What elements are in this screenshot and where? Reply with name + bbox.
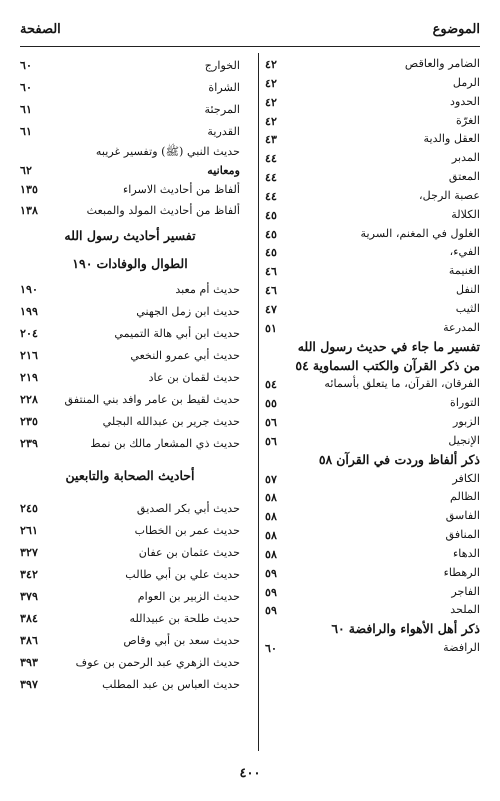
- toc-entry-title: الضامر والعاقص: [404, 57, 480, 70]
- toc-entry-page: ٤٢: [265, 94, 278, 109]
- toc-entry: [20, 367, 240, 389]
- toc-entry: [265, 526, 480, 545]
- toc-entry-page: ١٩٠: [20, 282, 39, 297]
- page-header: [20, 22, 480, 44]
- toc-entry-page: ٢٦١: [20, 523, 39, 538]
- toc-entry-title: المدبر: [451, 151, 480, 165]
- toc-entry-title: الظالم: [450, 490, 480, 504]
- toc-section-heading: [265, 357, 480, 376]
- toc-entry: [265, 187, 480, 206]
- toc-entry: [20, 121, 240, 143]
- toc-entry-title: ذكر أهل الأهواء والرافضة: [348, 621, 480, 637]
- toc-entry-page: ٤٢: [265, 113, 278, 128]
- toc-entry-title: الغنيمة: [448, 264, 480, 278]
- toc-entry-page: ٣٧٩: [20, 589, 39, 604]
- toc-entry-title: الحدود: [450, 94, 480, 108]
- toc-entry-title: حديث أبي بكر الصديق: [136, 502, 240, 516]
- toc-entry-page: ٣٨٦: [20, 632, 39, 647]
- toc-entry-page: ٤٦: [265, 264, 278, 279]
- toc-entry-page: ٤٢: [265, 75, 278, 90]
- toc-entry: [265, 432, 480, 451]
- toc-entry: [265, 225, 480, 244]
- toc-entry-title: حديث لقيط بن عامر وافد بني المنتفق: [64, 392, 240, 406]
- toc-entry-title: حديث العباس بن عبد المطلب: [102, 677, 240, 691]
- toc-entry-page: ٢٣٥: [20, 413, 39, 428]
- toc-entry-title: حديث ابن زمل الجهني: [136, 305, 240, 319]
- toc-entry: [20, 674, 240, 696]
- toc-entry-title: الفاسق: [445, 509, 480, 523]
- toc-entry: [265, 545, 480, 564]
- toc-entry-page: ٣٩٣: [20, 654, 39, 669]
- toc-entry-title: العقل والدية: [423, 132, 480, 146]
- toc-entry: [265, 394, 480, 413]
- toc-entry-page: ٣٩٧: [20, 676, 39, 691]
- toc-entry: [20, 323, 240, 345]
- toc-entry-page: ٤٤: [265, 170, 278, 185]
- toc-entry: [265, 583, 480, 602]
- toc-entry-title: القدرية: [207, 124, 240, 138]
- toc-entry-title: حديث سعد بن أبي وقاص: [123, 633, 240, 647]
- toc-entry-title: ألفاظ من أحاديث المولد والمبعث: [86, 204, 240, 218]
- toc-entry-page: ٥٤: [295, 357, 309, 373]
- toc-entry: [20, 179, 240, 201]
- toc-entry: [265, 93, 480, 112]
- toc-entry: [20, 143, 240, 161]
- toc-section-heading: [20, 222, 240, 249]
- toc-section-heading: [265, 620, 480, 639]
- toc-entry-title: الإنجيل: [448, 433, 480, 447]
- toc-entry: [20, 200, 240, 222]
- toc-entry-title: تفسير أحاديث رسول الله: [64, 228, 196, 244]
- toc-entry-page: ١٩٩: [20, 304, 39, 319]
- toc-entry: [265, 206, 480, 225]
- toc-entry-title: الفيء،: [449, 245, 480, 259]
- toc-entry-page: ٥٩: [265, 565, 278, 580]
- toc-entry-title: الكافر: [452, 471, 480, 485]
- toc-entry-title: ألفاظ من أحاديث الاسراء: [122, 182, 240, 196]
- toc-entry: [265, 112, 480, 131]
- header-rule: [20, 46, 480, 47]
- toc-entry-page: ٣٢٧: [20, 545, 39, 560]
- toc-entry-page: ٤٥: [265, 207, 278, 222]
- toc-section-heading: [20, 454, 240, 498]
- toc-entry: [20, 411, 240, 433]
- toc-entry: [20, 301, 240, 323]
- toc-entry-title: الرافضة: [443, 641, 480, 655]
- toc-entry-page: ٥٨: [318, 451, 333, 467]
- toc-entry-page: ٥٤: [265, 377, 278, 392]
- toc-entry: [265, 470, 480, 489]
- toc-entry-page: ٦٢: [20, 162, 33, 177]
- toc-entry: [265, 149, 480, 168]
- toc-entry-page: ٥٦: [265, 433, 278, 448]
- toc-entry: [20, 652, 240, 674]
- toc-entry: [265, 300, 480, 319]
- toc-entry: [265, 168, 480, 187]
- toc-entry-page: ٢١٦: [20, 348, 39, 363]
- toc-entry: [20, 433, 240, 455]
- toc-entry-title: حديث لقمان بن عاد: [148, 370, 240, 384]
- toc-entry-title: حديث النبي (ﷺ) وتفسير غريبه: [95, 144, 240, 158]
- toc-entry-title: الفاجر: [451, 584, 480, 598]
- toc-entry-page: ٢٢٨: [20, 391, 39, 406]
- toc-entry-page: ٤٢: [265, 57, 278, 71]
- toc-entry: [20, 564, 240, 586]
- toc-entry: [20, 586, 240, 608]
- toc-entry-title: الغرّة: [456, 113, 480, 127]
- toc-entry-page: ٥٨: [265, 546, 278, 561]
- toc-entry-page: ٦٠: [331, 621, 345, 637]
- toc-entry-page: ٣٨٤: [20, 610, 39, 625]
- toc-entry: [265, 601, 480, 620]
- toc-entry-title: ومعانيه: [207, 162, 240, 177]
- toc-entry: [265, 262, 480, 281]
- toc-entry-page: ٢٣٩: [20, 435, 39, 450]
- toc-entry-title: المعتق: [448, 170, 480, 184]
- page-number: ٤٠٠: [239, 766, 261, 781]
- toc-entry-title: من ذكر القرآن والكتب السماوية: [312, 357, 480, 373]
- toc-right-column: [265, 55, 480, 658]
- toc-entry-page: ٢٠٤: [20, 326, 39, 341]
- toc-entry-title: حديث جرير بن عبدالله البجلي: [102, 414, 240, 428]
- toc-entry-title: المدرعة: [443, 320, 480, 334]
- toc-entry-title: الزبور: [453, 415, 480, 429]
- toc-entry-page: ٤٧: [265, 301, 278, 316]
- toc-entry: [265, 564, 480, 583]
- toc-entry: [20, 389, 240, 411]
- toc-entry-page: ٥٧: [265, 471, 278, 486]
- toc-entry-page: ٤٣: [265, 132, 278, 147]
- toc-entry-title: حديث الزبير بن العوام: [137, 590, 240, 604]
- toc-entry-page: ٦٠: [20, 79, 33, 94]
- toc-entry-page: ٣٤٢: [20, 567, 39, 582]
- toc-entry: [20, 161, 240, 179]
- toc-entry: [20, 77, 240, 99]
- toc-entry: [265, 488, 480, 507]
- toc-entry-page: ٢٤٥: [20, 501, 39, 516]
- toc-entry-title: أحاديث الصحابة والتابعين: [65, 468, 195, 484]
- toc-entry-page: ٤٥: [265, 226, 278, 241]
- toc-entry-title: حديث ابن أبي هالة التميمي: [114, 327, 240, 341]
- toc-entry: [265, 639, 480, 658]
- column-divider: [258, 53, 259, 751]
- toc-entry: [265, 413, 480, 432]
- toc-entry-title: حديث عثمان بن عفان: [138, 546, 240, 560]
- toc-entry: [265, 319, 480, 338]
- toc-entry-page: ٦٠: [20, 58, 33, 72]
- toc-entry: [265, 243, 480, 262]
- toc-entry-title: ذكر ألفاظ وردت في القرآن: [336, 451, 480, 467]
- toc-entry-title: تفسير ما جاء في حديث رسول الله: [297, 338, 480, 354]
- toc-entry: [20, 498, 240, 520]
- toc-entry: [20, 520, 240, 542]
- toc-entry-title: الثيب: [455, 301, 480, 315]
- toc-entry-title: الشراة: [208, 80, 240, 94]
- toc-entry-title: الرهطاء: [443, 565, 480, 579]
- toc-entry-title: حديث عمر بن الخطاب: [134, 524, 240, 538]
- toc-entry-title: حديث الزهري عبد الرحمن بن عوف: [75, 655, 240, 669]
- toc-entry: [265, 507, 480, 526]
- toc-entry-page: ٥٨: [265, 509, 278, 524]
- toc-entry: [20, 608, 240, 630]
- toc-entry: [20, 542, 240, 564]
- toc-entry-page: ٥٩: [265, 584, 278, 599]
- toc-entry-page: ١٣٨: [20, 203, 39, 218]
- toc-entry-page: ٤٥: [265, 245, 278, 260]
- toc-entry-page: ١٣٥: [20, 181, 39, 196]
- toc-entry-title: حديث أم معبد: [175, 283, 240, 297]
- toc-entry-page: ٤٤: [265, 188, 278, 203]
- toc-entry-page: ٥٨: [265, 490, 278, 505]
- toc-entry-page: ٦١: [20, 123, 33, 138]
- toc-entry: [20, 630, 240, 652]
- page-column-heading: الصفحة: [20, 22, 61, 37]
- toc-entry-page: ٥٥: [265, 396, 278, 411]
- toc-entry-title: الخوارج: [204, 59, 240, 72]
- toc-entry-title: الدهاء: [453, 546, 480, 560]
- toc-entry-title: التوراة: [449, 396, 480, 410]
- toc-entry: [20, 55, 240, 77]
- toc-entry-title: حديث طلحة بن عبيدالله: [129, 611, 240, 625]
- toc-entry-page: ٥٦: [265, 415, 278, 430]
- toc-entry: [265, 130, 480, 149]
- toc-entry: [20, 99, 240, 121]
- toc-entry-title: حديث علي بن أبي طالب: [125, 568, 240, 582]
- toc-entry-title: الطوال والوفادات: [96, 256, 188, 272]
- toc-section-heading: [265, 338, 480, 357]
- toc-entry-page: ٥١: [265, 320, 278, 335]
- toc-entry-title: حديث ذي المشعار مالك بن نمط: [90, 436, 240, 450]
- toc-entry-page: ٤٤: [265, 151, 278, 166]
- toc-entry-title: الغلول في المغنم، السرية: [360, 226, 480, 240]
- toc-entry-title: المرجئة: [204, 102, 240, 116]
- toc-entry-title: الملحد: [450, 603, 480, 617]
- toc-section-heading: [265, 451, 480, 470]
- toc-section-heading: [20, 249, 240, 279]
- toc-entry: [20, 279, 240, 301]
- topic-column-heading: الموضوع: [432, 22, 480, 37]
- toc-entry-title: الرمل: [452, 75, 480, 89]
- toc-entry: [265, 74, 480, 93]
- toc-entry-page: ٥٨: [265, 528, 278, 543]
- toc-entry-page: ٦٠: [265, 641, 278, 656]
- toc-entry: [265, 281, 480, 300]
- toc-entry-title: عصبة الرجل،: [419, 188, 480, 202]
- toc-entry-title: النفل: [455, 283, 480, 297]
- toc-entry-title: المنافق: [445, 528, 480, 542]
- toc-entry-page: ٤٦: [265, 283, 278, 298]
- toc-left-column: [20, 55, 240, 695]
- toc-entry-title: حديث أبي عمرو النخعي: [130, 349, 240, 363]
- toc-entry-page: ١٩٠: [72, 256, 93, 272]
- toc-entry-page: ٢١٩: [20, 369, 39, 384]
- toc-entry-page: ٥٩: [265, 603, 278, 618]
- toc-entry: [265, 55, 480, 74]
- toc-entry: [265, 375, 480, 394]
- toc-entry-title: الفرقان، القرآن، ما يتعلق بأسمائه: [324, 377, 480, 391]
- toc-entry-title: الكلالة: [451, 207, 480, 221]
- toc-entry: [20, 345, 240, 367]
- toc-entry-page: ٦١: [20, 101, 33, 116]
